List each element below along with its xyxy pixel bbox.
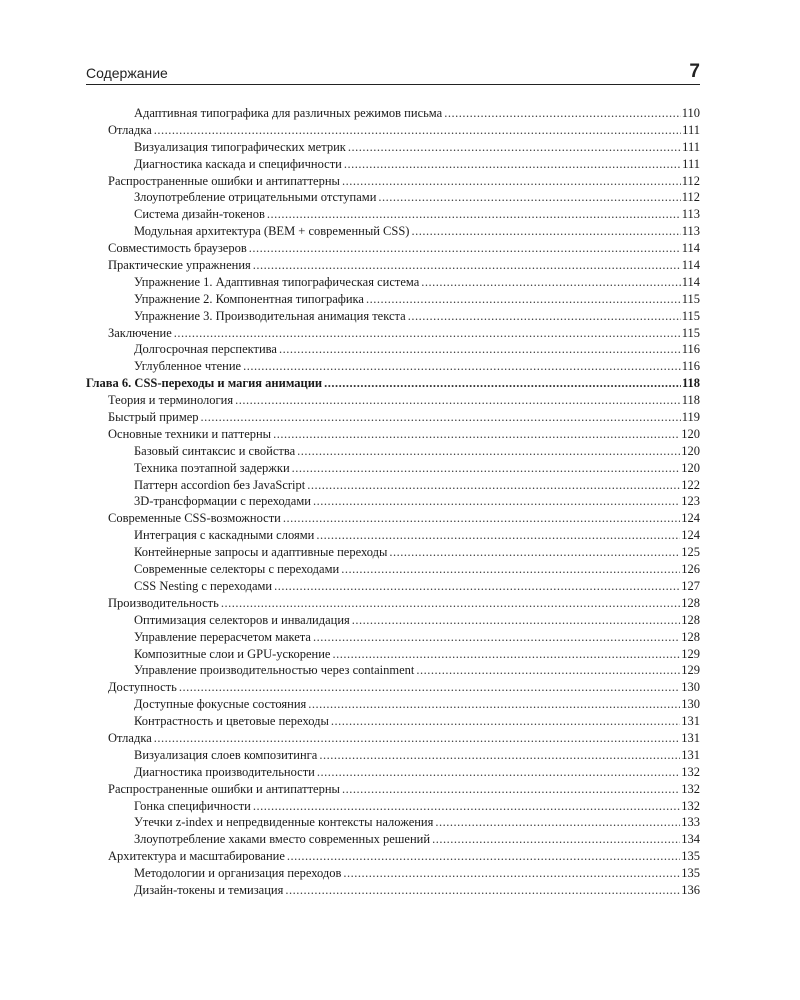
- toc-entry-title: Производительность: [108, 595, 219, 610]
- dot-leader: [267, 206, 681, 223]
- dot-leader: [344, 156, 681, 173]
- toc-entry-page: 134: [681, 832, 700, 847]
- dot-leader: [352, 612, 680, 629]
- toc-entry[interactable]: [86, 325, 700, 342]
- running-header: [86, 62, 700, 85]
- toc-entry-title: Контейнерные запросы и адаптивные переходы: [134, 545, 388, 560]
- toc-entry-page: 116: [681, 359, 700, 374]
- toc-entry[interactable]: [86, 443, 700, 460]
- toc-entry-title: Модульная архитектура (BEM + современный CSS): [134, 224, 410, 239]
- dot-leader: [411, 223, 680, 240]
- toc-entry-page: 125: [681, 545, 700, 560]
- dot-leader: [313, 629, 680, 646]
- dot-leader: [408, 308, 681, 325]
- dot-leader: [154, 122, 681, 139]
- toc-entry-page: 113: [681, 207, 700, 222]
- toc-entry[interactable]: [86, 189, 700, 206]
- dot-leader: [319, 747, 680, 764]
- toc-entry-page: 112: [681, 190, 700, 205]
- toc-entry[interactable]: [86, 426, 700, 443]
- dot-leader: [201, 409, 681, 426]
- toc-entry-title: Диагностика производительности: [134, 764, 315, 779]
- toc-entry[interactable]: [86, 848, 700, 865]
- dot-leader: [221, 595, 680, 612]
- toc-entry-page: 129: [681, 646, 700, 661]
- toc-entry[interactable]: [86, 291, 700, 308]
- toc-entry-page: 123: [681, 494, 700, 509]
- toc-entry-title: Заключение: [108, 325, 172, 340]
- dot-leader: [287, 848, 680, 865]
- toc-entry-title: Теория и терминология: [108, 393, 234, 408]
- dot-leader: [285, 882, 680, 899]
- toc-entry[interactable]: [86, 730, 700, 747]
- toc-entry-page: 132: [681, 781, 700, 796]
- toc-entry-title: Адаптивная типографика для различных режимов письма: [134, 106, 443, 120]
- toc-entry[interactable]: [86, 341, 700, 358]
- toc-entry-page: 124: [681, 528, 700, 543]
- toc-entry-page: 110: [681, 106, 700, 120]
- toc-entry[interactable]: [86, 798, 700, 815]
- toc-entry-title: CSS Nesting с переходами: [134, 578, 273, 593]
- toc-entry-title: Практические упражнения: [108, 258, 251, 273]
- toc-entry[interactable]: [86, 392, 700, 409]
- dot-leader: [249, 240, 681, 257]
- toc-entry-title: Контрастность и цветовые переходы: [134, 714, 329, 729]
- dot-leader: [416, 662, 680, 679]
- toc-entry-title: 3D-трансформации с переходами: [134, 494, 311, 509]
- toc-entry[interactable]: [86, 561, 700, 578]
- toc-entry-page: 114: [681, 241, 700, 256]
- table-of-contents: [86, 105, 700, 899]
- toc-entry-title: Управление производительностью через containment: [134, 663, 415, 678]
- toc-entry-title: Диагностика каскада и специфичности: [134, 156, 342, 171]
- toc-entry-page: 114: [681, 274, 700, 289]
- toc-entry-page: 111: [682, 122, 700, 137]
- dot-leader: [297, 443, 680, 460]
- toc-entry[interactable]: [86, 139, 700, 156]
- dot-leader: [432, 831, 680, 848]
- toc-entry[interactable]: [86, 257, 700, 274]
- dot-leader: [253, 257, 681, 274]
- toc-entry-page: 113: [681, 224, 700, 239]
- toc-entry-title: Техника поэтапной задержки: [134, 460, 290, 475]
- dot-leader: [174, 325, 681, 342]
- toc-entry-title: Оптимизация селекторов и инвалидация: [134, 612, 350, 627]
- toc-entry[interactable]: [86, 527, 700, 544]
- toc-entry[interactable]: [86, 781, 700, 798]
- toc-entry[interactable]: [86, 274, 700, 291]
- dot-leader: [435, 814, 680, 831]
- toc-entry-title: Основные техники и паттерны: [108, 426, 272, 441]
- dot-leader: [283, 510, 680, 527]
- toc-entry[interactable]: [86, 358, 700, 375]
- toc-entry-title: Управление перерасчетом макета: [134, 629, 311, 644]
- dot-leader: [316, 527, 680, 544]
- toc-entry[interactable]: [86, 173, 700, 190]
- toc-entry-title: Упражнение 3. Производительная анимация текста: [134, 308, 406, 323]
- toc-entry[interactable]: [86, 409, 700, 426]
- dot-leader: [332, 646, 680, 663]
- toc-entry-title: Визуализация типографических метрик: [134, 139, 346, 154]
- toc-entry-title: Углубленное чтение: [134, 359, 242, 374]
- toc-entry[interactable]: [86, 679, 700, 696]
- toc-entry-title: Отладка: [108, 122, 152, 137]
- toc-entry[interactable]: [86, 612, 700, 629]
- toc-entry-title: Паттерн accordion без JavaScript: [134, 477, 306, 492]
- dot-leader: [342, 173, 681, 190]
- toc-entry[interactable]: [86, 595, 700, 612]
- dot-leader: [366, 291, 681, 308]
- toc-chapter-entry[interactable]: [86, 375, 700, 392]
- toc-entry-title: Отладка: [108, 730, 152, 745]
- running-header-title: Содержание: [86, 65, 168, 81]
- dot-leader: [253, 798, 680, 815]
- dot-leader: [154, 730, 680, 747]
- toc-entry-page: 130: [681, 680, 700, 695]
- toc-entry-page: 124: [681, 511, 700, 526]
- toc-entry-title: Современные селекторы с переходами: [134, 562, 340, 577]
- toc-entry-page: 132: [681, 798, 700, 813]
- toc-entry[interactable]: [86, 460, 700, 477]
- toc-entry[interactable]: [86, 206, 700, 223]
- toc-entry-page: 111: [682, 156, 700, 171]
- toc-entry-title: Злоупотребление отрицательными отступами: [134, 190, 377, 205]
- toc-entry[interactable]: [86, 510, 700, 527]
- toc-entry-title: Глава 6. CSS-переходы и магия анимации: [86, 376, 323, 391]
- toc-entry-title: Дизайн-токены и темизация: [134, 882, 284, 897]
- dot-leader: [331, 713, 680, 730]
- toc-entry-page: 131: [681, 714, 700, 729]
- toc-entry-title: Базовый синтаксис и свойства: [134, 443, 296, 458]
- toc-entry-title: Методологии и организация переходов: [134, 866, 342, 881]
- toc-entry[interactable]: [86, 240, 700, 257]
- dot-leader: [348, 139, 681, 156]
- toc-entry-page: 118: [681, 393, 700, 408]
- toc-entry-page: 129: [681, 663, 700, 678]
- toc-entry-title: Система дизайн-токенов: [134, 207, 265, 222]
- dot-leader: [389, 544, 680, 561]
- toc-entry-page: 127: [681, 578, 700, 593]
- dot-leader: [378, 189, 680, 206]
- toc-entry-page: 135: [681, 849, 700, 864]
- dot-leader: [343, 865, 680, 882]
- toc-entry-title: Визуализация слоев композитинга: [134, 747, 318, 762]
- toc-entry-page: 130: [681, 697, 700, 712]
- toc-entry-title: Современные CSS-возможности: [108, 511, 281, 526]
- toc-entry-title: Долгосрочная перспектива: [134, 342, 277, 357]
- toc-entry-page: 120: [681, 460, 700, 475]
- toc-entry[interactable]: [86, 646, 700, 663]
- toc-entry[interactable]: [86, 493, 700, 510]
- toc-entry-title: Утечки z-index и непредвиденные контексты наложения: [134, 815, 434, 830]
- toc-entry-page: 112: [681, 173, 700, 188]
- toc-entry-title: Упражнение 1. Адаптивная типографическая система: [134, 274, 420, 289]
- dot-leader: [273, 426, 680, 443]
- toc-entry-page: 114: [681, 258, 700, 273]
- toc-entry-page: 122: [681, 477, 700, 492]
- toc-entry-page: 119: [681, 410, 700, 425]
- toc-entry[interactable]: [86, 122, 700, 139]
- dot-leader: [444, 105, 681, 122]
- toc-entry-page: 111: [682, 139, 700, 154]
- page-number: 7: [689, 61, 700, 82]
- toc-entry-title: Быстрый пример: [108, 410, 199, 425]
- dot-leader: [274, 578, 680, 595]
- toc-entry-title: Интеграция с каскадными слоями: [134, 528, 315, 543]
- toc-entry[interactable]: [86, 814, 700, 831]
- toc-entry-page: 135: [681, 866, 700, 881]
- dot-leader: [235, 392, 681, 409]
- toc-entry-page: 131: [681, 730, 700, 745]
- toc-entry-page: 115: [681, 308, 700, 323]
- toc-entry-page: 128: [681, 629, 700, 644]
- toc-entry[interactable]: [86, 713, 700, 730]
- dot-leader: [292, 460, 681, 477]
- toc-entry[interactable]: [86, 882, 700, 899]
- dot-leader: [279, 341, 681, 358]
- toc-entry-title: Совместимость браузеров: [108, 241, 247, 256]
- toc-entry-page: 120: [681, 426, 700, 441]
- toc-entry-title: Распространенные ошибки и антипаттерны: [108, 173, 340, 188]
- toc-entry[interactable]: [86, 764, 700, 781]
- toc-entry[interactable]: [86, 629, 700, 646]
- toc-entry-title: Гонка специфичности: [134, 798, 251, 813]
- toc-entry[interactable]: [86, 477, 700, 494]
- toc-entry[interactable]: [86, 156, 700, 173]
- toc-entry-page: 118: [681, 376, 700, 391]
- toc-entry-page: 128: [681, 612, 700, 627]
- toc-entry-page: 120: [681, 443, 700, 458]
- toc-entry[interactable]: [86, 105, 700, 122]
- toc-entry-page: 126: [681, 562, 700, 577]
- toc-entry-page: 115: [681, 325, 700, 340]
- dot-leader: [324, 375, 681, 392]
- toc-entry-title: Доступность: [108, 680, 177, 695]
- toc-entry[interactable]: [86, 696, 700, 713]
- toc-entry-page: 132: [681, 764, 700, 779]
- toc-entry-title: Распространенные ошибки и антипаттерны: [108, 781, 340, 796]
- toc-entry-page: 131: [681, 747, 700, 762]
- toc-entry-title: Злоупотребление хаками вместо современных решений: [134, 832, 431, 847]
- toc-entry-title: Упражнение 2. Компонентная типографика: [134, 291, 364, 306]
- toc-entry[interactable]: [86, 865, 700, 882]
- dot-leader: [342, 781, 680, 798]
- dot-leader: [421, 274, 680, 291]
- toc-entry[interactable]: [86, 223, 700, 240]
- toc-entry[interactable]: [86, 831, 700, 848]
- dot-leader: [179, 679, 680, 696]
- toc-entry[interactable]: [86, 747, 700, 764]
- toc-entry[interactable]: [86, 578, 700, 595]
- toc-entry[interactable]: [86, 308, 700, 325]
- toc-entry[interactable]: [86, 662, 700, 679]
- dot-leader: [341, 561, 680, 578]
- toc-entry-page: 136: [681, 882, 700, 897]
- toc-entry-title: Композитные слои и GPU-ускорение: [134, 646, 331, 661]
- dot-leader: [243, 358, 681, 375]
- dot-leader: [308, 696, 680, 713]
- toc-entry-page: 116: [681, 342, 700, 357]
- toc-entry-page: 128: [681, 595, 700, 610]
- dot-leader: [307, 477, 680, 494]
- dot-leader: [317, 764, 680, 781]
- dot-leader: [313, 493, 680, 510]
- toc-entry-title: Доступные фокусные состояния: [134, 697, 307, 712]
- toc-entry-page: 133: [681, 815, 700, 830]
- toc-entry-title: Архитектура и масштабирование: [108, 849, 285, 864]
- toc-entry-page: 115: [681, 291, 700, 306]
- toc-entry[interactable]: [86, 544, 700, 561]
